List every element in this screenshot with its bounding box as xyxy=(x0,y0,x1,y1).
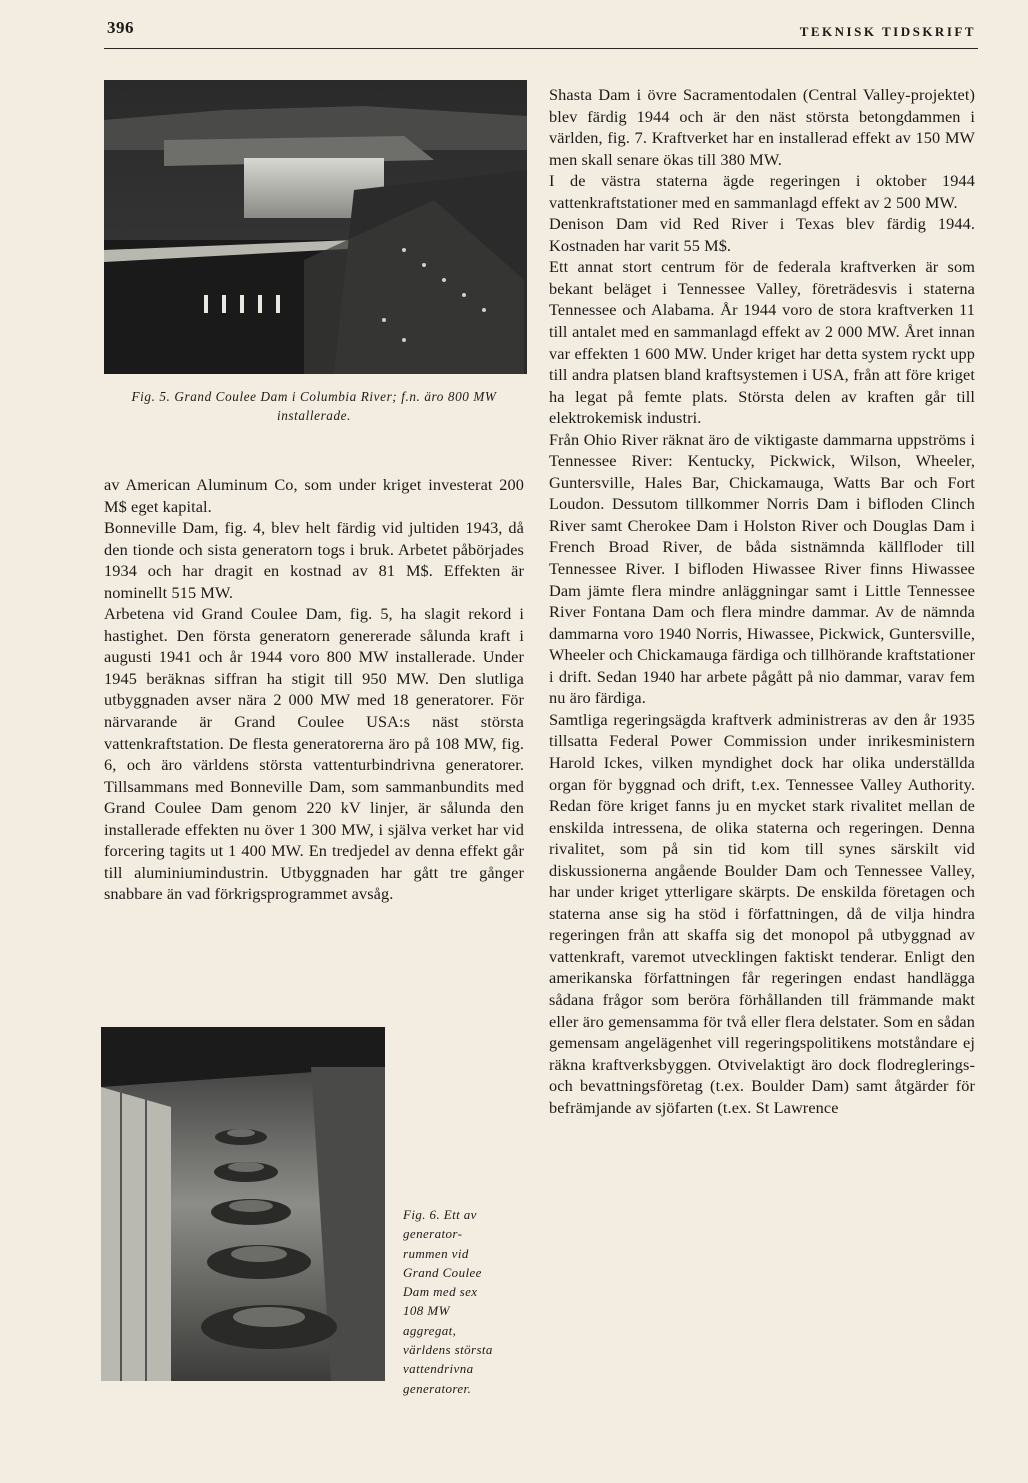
paragraph: Samtliga regeringsägda kraftverk administreras av den år 1935 tillsatta Federal Power Commission under inrikesministern Harold Ickes, vilken myndighet dock har olika underställda organ för byggnad och drift, t.ex. Tennessee Valley Authority. Redan före kriget fanns ju en mycket stark rivalitet mellan de enskilda intressena, de olika staterna och regeringen. Denna rivalitet, som på sin tid kom till synes särskilt vid diskussionerna angående Boulder Dam och Tennessee Valley, har under kriget ytterligare skärpts. De enskilda företagen och staterna anse sig ha stöd i författningen, då de vilja hindra regeringen från att skaffa sig det monopol på utbyggnad av vattenkraft, varemot utvecklingen faktiskt tenderar. Enligt den amerikanska författningen får regeringen endast handlägga sådana frågor som beröra förhållanden till främmande makt eller äro gemensamma för två eller flera delstater. Som en sådan gemensam angelägenhet vill regeringspolitikens motståndare ej räkna kraftverksbyggen. Otvivelaktigt äro dock flodreglerings- och bevattningsföretag (t.ex. Boulder Dam) samt åtgärder för befrämjande av sjöfarten (t.ex. St Lawrence xyxy=(549,709,975,1117)
paragraph: Denison Dam vid Red River i Texas blev färdig 1944. Kostnaden har varit 55 M$. xyxy=(549,214,975,255)
figure-5-photo xyxy=(104,80,527,374)
paragraph: Ett annat stort centrum för de federala kraftverken är som bekant beläget i Tennessee Valley, företrädesvis i staterna Tennessee och Alabama. År 1944 voro de stora kraftverken 11 till antalet med en sammanlagd effekt av 2 000 MW. Året innan var effekten 1 600 MW. Under kriget har detta system ryckt upp till andra platsen bland kraftsystemen i USA, från att före kriget ha legat på femte plats. Största delen av kraften går till elektrokemisk industri. xyxy=(549,257,975,428)
figure-6-caption: Fig. 6. Ett av generator-rummen vid Grand Coulee Dam med sex 108 MW aggregat, världens största vattendrivna generatorer. xyxy=(403,1207,493,1396)
right-column xyxy=(549,84,975,1118)
journal-title: TEKNISK TIDSKRIFT xyxy=(799,24,976,39)
paragraph: Arbetena vid Grand Coulee Dam, fig. 5, ha slagit rekord i hastighet. Den första generatorn genererade sålunda kraft i augusti 1941 och år 1944 voro 800 MW installerade. Under 1945 beräknas siffran ha stigit till 950 MW. Den slutliga utbyggnaden avser nära 2 000 MW med 18 generatorer. För närvarande är Grand Coulee USA:s näst största vattenkraftstation. De flesta generatorerna äro på 108 MW, fig. 6, och äro världens största vattenturbindrivna generatorer. Tillsammans med Bonneville Dam, som sammanbundits med Grand Coulee Dam genom 220 kV linjer, är sålunda den installerade effekten nu över 1 300 MW, i själva verket har vid forcering tagits ut 1 400 MW. En tredjedel av denna effekt går till aluminiumindustrin. Utbyggnaden har gått tre gånger snabbare än vad förkrigsprogrammet avsåg. xyxy=(104,604,524,904)
paragraph: I de västra staterna ägde regeringen i oktober 1944 vattenkraftstationer med en sammanlagd effekt av 2 500 MW. xyxy=(549,171,975,212)
figure-6-photo xyxy=(101,1027,385,1381)
paragraph: Från Ohio River räknat äro de viktigaste dammarna uppströms i Tennessee River: Kentucky, Pickwick, Wilson, Wheeler, Guntersville, Hales Bar, Chickamauga, Watts Bar och Fort Loudon. Dessutom tillkommer Norris Dam i bifloden Clinch River samt Cherokee Dam i Holston River och Douglas Dam i French Broad River, de båda sistnämnda källfloder till Tennessee River. I bifloden Hiwassee River finns Hiwassee Dam jämte flera mindre anläggningar samt i Little Tennessee River Fontana Dam och flera mindre dammar. Av de nämnda dammarna voro 1940 Norris, Hiwassee, Pickwick, Guntersville, Wheeler och Chickamauga färdiga och tillhörande kraftstationer i drift. Sedan 1940 har arbete pågått på nio dammar, varav fem nu äro färdiga. xyxy=(549,429,975,708)
header-rule xyxy=(104,48,978,49)
figure-5-caption: Fig. 5. Grand Coulee Dam i Columbia River; f.n. äro 800 MW installerade. xyxy=(131,389,497,423)
paragraph: Shasta Dam i övre Sacramentodalen (Central Valley-projektet) blev färdig 1944 och är den näst största betongdammen i världen, fig. 7. Kraftverket har en installerad effekt av 150 MW men skall senare ökas till 380 MW. xyxy=(549,85,975,169)
page-number: 396 xyxy=(107,18,134,37)
left-column xyxy=(104,474,524,905)
paragraph: av American Aluminum Co, som under kriget investerat 200 M$ eget kapital. xyxy=(104,475,524,516)
paragraph: Bonneville Dam, fig. 4, blev helt färdig vid jultiden 1943, då den tionde och sista generatorn togs i bruk. Arbetet påbörjades 1934 och har dragit en kostnad av 81 M$. Effekten är nominellt 515 MW. xyxy=(104,518,524,602)
